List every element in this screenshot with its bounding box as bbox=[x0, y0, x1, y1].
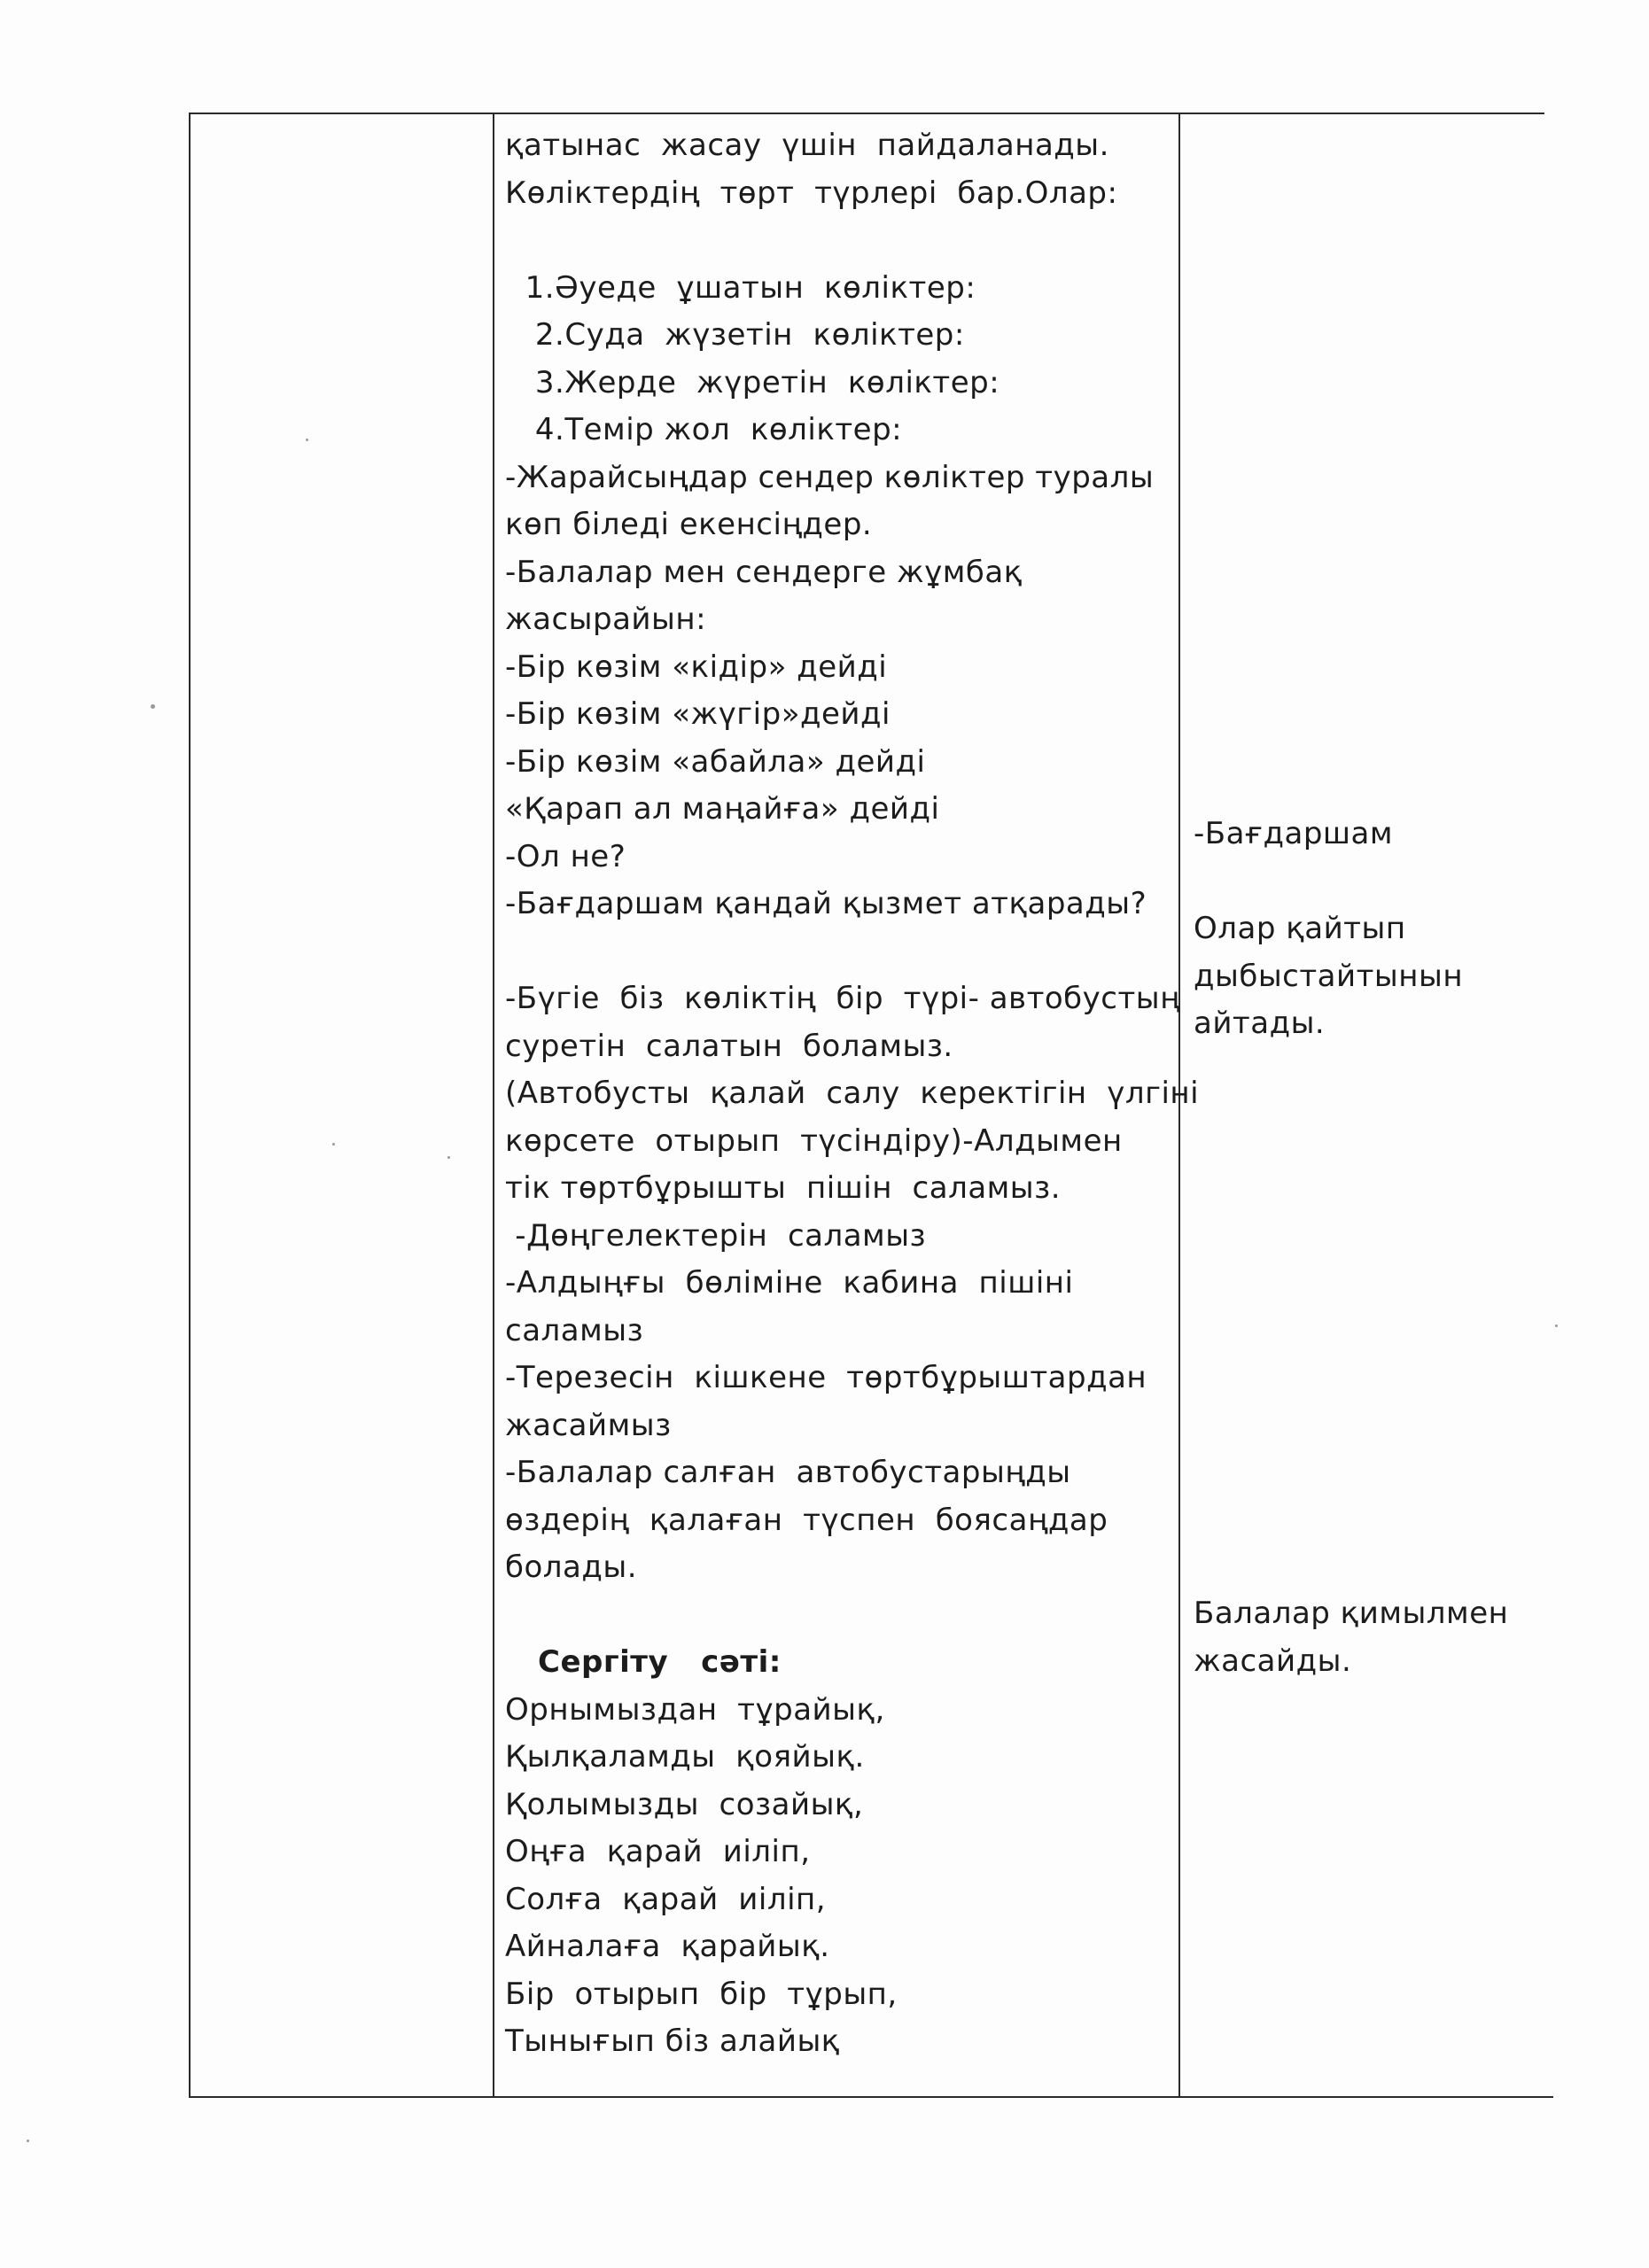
text-line: -Ол не? bbox=[505, 838, 626, 874]
text-line: Айналаға қарайық. bbox=[505, 1929, 830, 1964]
text-line: 1.Әуеде ұшатын көліктер: bbox=[505, 269, 976, 306]
right-column-block-2 bbox=[1194, 1590, 1508, 1685]
text-line: қатынас жасау үшін пайдаланады. bbox=[505, 128, 1109, 163]
text-line: Көліктердің төрт түрлері бар.Олар: bbox=[505, 175, 1118, 211]
text-line: жасайды. bbox=[1194, 1643, 1352, 1679]
text-line: Тынығып біз алайық bbox=[505, 2023, 840, 2059]
text-line: -Жарайсыңдар сендер көліктер туралы bbox=[505, 459, 1155, 495]
text-line: Оңға қарай иіліп, bbox=[505, 1834, 811, 1869]
text-line: Солға қарай иіліп, bbox=[505, 1881, 827, 1917]
text-line bbox=[505, 217, 1199, 265]
text-line: 3.Жерде жүретін көліктер: bbox=[505, 364, 1000, 400]
text-line: көп біледі екенсіңдер. bbox=[505, 507, 873, 542]
scan-speck bbox=[306, 439, 308, 441]
text-line: -Дөңгелектерін саламыз bbox=[505, 1217, 927, 1254]
text-line: Орнымыздан тұрайық, bbox=[505, 1691, 885, 1728]
text-line: -Бағдаршам bbox=[1194, 816, 1394, 851]
text-line: саламыз bbox=[505, 1312, 644, 1348]
text-line: өздерің қалаған түспен боясаңдар bbox=[505, 1502, 1108, 1538]
text-line: Қылқаламды қояйық. bbox=[505, 1739, 865, 1775]
text-line: болады. bbox=[505, 1550, 637, 1585]
scan-speck bbox=[27, 2140, 29, 2142]
table-left-border bbox=[189, 113, 191, 2098]
table-bottom-border bbox=[189, 2096, 1553, 2098]
text-line bbox=[1194, 858, 1463, 906]
text-line: тік төртбұрышты пішін саламыз. bbox=[505, 1170, 1062, 1206]
text-line: 2.Суда жүзетін көліктер: bbox=[505, 317, 965, 353]
text-line: -Бір көзім «кідір» дейді bbox=[505, 649, 888, 685]
text-line: Бір отырып бір тұрып, bbox=[505, 1976, 898, 2012]
text-line: көрсете отырып түсіндіру)-Алдымен bbox=[505, 1122, 1123, 1159]
text-line: айтады. bbox=[1194, 1006, 1326, 1041]
text-line: -Терезесін кішкене төртбұрыштардан bbox=[505, 1360, 1147, 1395]
text-line: жасаймыз bbox=[505, 1407, 672, 1443]
table-top-border bbox=[189, 113, 1544, 114]
text-line: -Бағдаршам қандай қызмет атқарады? bbox=[505, 886, 1147, 921]
scan-speck bbox=[332, 1143, 335, 1146]
text-line: Балалар қимылмен bbox=[1194, 1596, 1509, 1631]
text-line: -Балалар мен сендерге жұмбақ bbox=[505, 554, 1023, 590]
text-line: Сергіту сәті: bbox=[505, 1644, 782, 1680]
right-column-block-1 bbox=[1194, 811, 1463, 1048]
text-line: «Қарап ал маңайға» дейді bbox=[505, 791, 940, 827]
scan-speck bbox=[151, 704, 155, 709]
text-line: суретін салатын боламыз. bbox=[505, 1028, 953, 1064]
middle-column-text bbox=[505, 122, 1199, 2066]
text-line: -Бір көзім «жүгір»дейді bbox=[505, 696, 891, 732]
text-line: жасырайын: bbox=[505, 602, 707, 637]
text-line: Олар қайтып bbox=[1194, 911, 1406, 946]
text-line: -Бүгіе біз көліктің бір түрі- автобустың bbox=[505, 981, 1181, 1016]
scan-speck bbox=[447, 1156, 450, 1159]
text-line bbox=[505, 1592, 1199, 1640]
text-line: 4.Темір жол көліктер: bbox=[505, 412, 903, 447]
text-line: Қолымызды созайық, bbox=[505, 1786, 864, 1822]
text-line: -Алдыңғы бөліміне кабина пішіні bbox=[505, 1265, 1074, 1301]
text-line bbox=[505, 928, 1199, 976]
text-line: (Автобусты қалай салу керектігін үлгіні bbox=[505, 1076, 1200, 1111]
table-divider-1 bbox=[493, 113, 494, 2098]
text-line: -Бір көзім «абайла» дейді bbox=[505, 743, 926, 780]
scan-speck bbox=[1555, 1324, 1558, 1327]
text-line: дыбыстайтынын bbox=[1194, 958, 1464, 994]
text-line: -Балалар салған автобустарыңды bbox=[505, 1455, 1071, 1490]
